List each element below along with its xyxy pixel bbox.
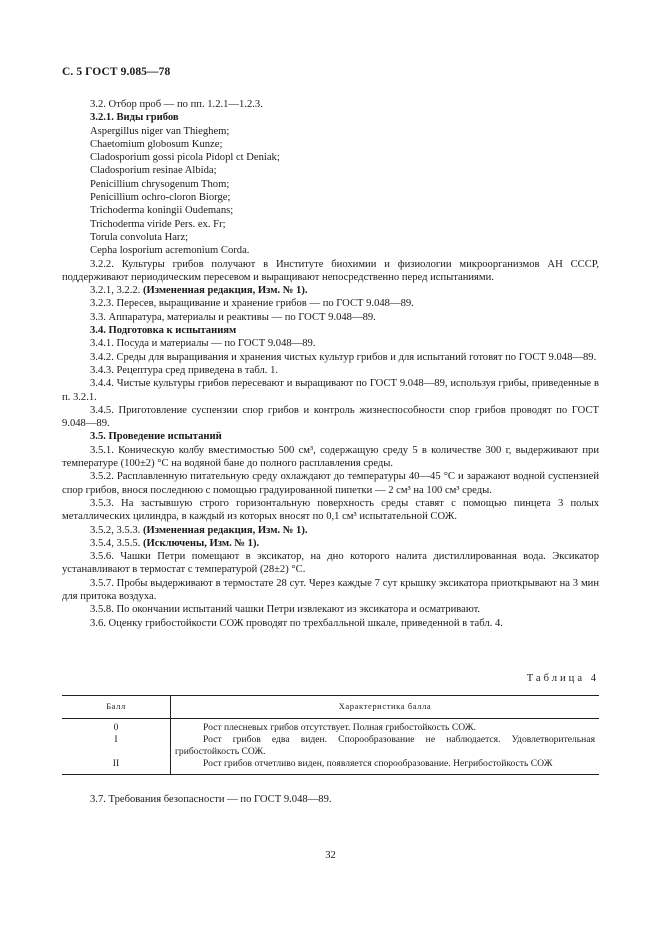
table-row <box>62 719 599 735</box>
table-row <box>62 734 599 758</box>
document-body <box>62 98 599 630</box>
paragraph: Penicillium chrysogenum Thom; <box>90 178 230 190</box>
paragraph: 3.2.3. Пересев, выращивание и хранение грибов — по ГОСТ 9.048—89. <box>90 298 414 310</box>
paragraph: 3.2.1, 3.2.2. (Измененная редакция, Изм. № 1). <box>90 285 308 297</box>
paragraph: 3.6. Оценку грибостойкости СОЖ проводят по трехбалльной шкале, приведенной в табл. 4. <box>90 617 503 629</box>
column-header-characteristic: Характеристика балла <box>171 696 600 719</box>
paragraph: Cladosporium gossi picola Pidopl ct Deniak; <box>90 152 280 164</box>
paragraph: 3.5. Проведение испытаний <box>90 431 222 443</box>
grade-table <box>62 695 599 775</box>
paragraph: 3.3. Аппаратура, материалы и реактивы — по ГОСТ 9.048—89. <box>90 311 376 323</box>
amendment-note: (Исключены, Изм. № 1). <box>142 537 260 549</box>
paragraph: 3.4. Подготовка к испытаниям <box>90 325 237 337</box>
paragraph: 3.5.2. Расплавленную питательную среду охлаждают до температуры 40—45 °С и заражают водной суспензией спор грибов, внося последнюю с помощью градуированной пипетки — 2 см³ на 100 см³ среды. <box>62 471 599 496</box>
paragraph: Trichoderma koningii Oudemans; <box>90 205 234 217</box>
amendment-note: (Измененная редакция, Изм. № 1). <box>142 285 308 297</box>
grade-cell: I <box>62 734 171 758</box>
paragraph: 3.2. Отбор проб — по пп. 1.2.1—1.2.3. <box>90 99 263 110</box>
paragraph: Trichoderma viride Pers. ex. Fr; <box>90 218 226 230</box>
paragraph: 3.5.4, 3.5.5. (Исключены, Изм. № 1). <box>90 537 260 549</box>
paragraph: Cepha losporium acremonium Corda. <box>90 245 250 257</box>
column-header-grade: Балл <box>62 696 171 719</box>
characteristic-cell: Рост плесневых грибов отсутствует. Полная грибостойкость СОЖ. <box>203 722 476 733</box>
table-header-row <box>62 696 599 719</box>
paragraph: Chaetomium globosum Kunze; <box>90 138 223 150</box>
characteristic-cell: Рост грибов отчетливо виден, появляется спорообразование. Негрибостойкость СОЖ <box>171 758 600 775</box>
paragraph: 3.5.6. Чашки Петри помещают в эксикатор, на дно которого налита дистиллированная вода. Эксикатор устанавливают в термостат с температурой (28±2) °С. <box>62 551 599 576</box>
paragraph: 3.5.8. По окончании испытаний чашки Петри извлекают из эксикатора и осматривают. <box>90 604 481 616</box>
paragraph: 3.5.2, 3.5.3. (Измененная редакция, Изм. № 1). <box>90 524 308 536</box>
paragraph: 3.4.5. Приготовление суспензии спор грибов и контроль жизнеспособности спор грибов проводят по ГОСТ 9.048—89. <box>62 404 599 430</box>
paragraph: Torula convoluta Harz; <box>90 231 189 243</box>
table-row <box>62 758 599 775</box>
paragraph: Aspergillus niger van Thieghem; <box>90 125 230 137</box>
table-caption: Таблица 4 <box>526 673 599 684</box>
characteristic-cell: Рост грибов едва виден. Спорообразование не наблюдается. Удовлетворительная грибостойкость СОЖ. <box>175 734 595 757</box>
amendment-note: (Измененная редакция, Изм. № 1). <box>142 524 308 536</box>
paragraph: 3.4.3. Рецептура сред приведена в табл. 1. <box>90 364 279 376</box>
paragraph: 3.5.1. Коническую колбу вместимостью 500 см³, содержащую среду 5 в количестве 300 г, выдерживают при температуре (100±2) °С на водяной бане до полного расплавления среды. <box>62 444 599 470</box>
page-header: С. 5 ГОСТ 9.085—78 <box>62 66 171 78</box>
grade-cell: 0 <box>62 719 171 735</box>
paragraph: 3.5.7. Пробы выдерживают в термостате 28 сут. Через каждые 7 сут крышку эксикатора приоткрывают на 3 мин для притока воздуха. <box>62 577 599 602</box>
safety-requirements-paragraph: 3.7. Требования безопасности — по ГОСТ 9.048—89. <box>90 794 332 805</box>
page-number: 32 <box>325 850 336 861</box>
paragraph: 3.2.1. Виды грибов <box>90 112 179 124</box>
grade-cell: II <box>62 758 171 775</box>
paragraph: 3.4.2. Среды для выращивания и хранения чистых культур грибов и для испытаний готовят по ГОСТ 9.048—89. <box>90 351 597 363</box>
paragraph: 3.5.3. На застывшую строго горизонтальную поверхность среды ставят с помощью пинцета 3 полых металлических цилиндра, в каждый из которых вносят по 0,1 см³ испытательной СОЖ. <box>62 497 599 523</box>
paragraph: Cladosporium resinae Albida; <box>90 165 217 177</box>
paragraph: 3.2.2. Культуры грибов получают в Институте биохимии и физиологии микроорганизмов АН СССР, поддерживают периодическим пересевом и выращивают непосредственно перед испытаниями. <box>62 258 599 283</box>
paragraph: 3.4.1. Посуда и материалы — по ГОСТ 9.048—89. <box>90 338 316 350</box>
paragraph: 3.4.4. Чистые культуры грибов пересевают и выращивают по ГОСТ 9.048—89, используя грибы, приведенные в п. 3.2.1. <box>62 378 599 403</box>
paragraph: Penicillium ochro-cloron Biorge; <box>90 192 231 204</box>
